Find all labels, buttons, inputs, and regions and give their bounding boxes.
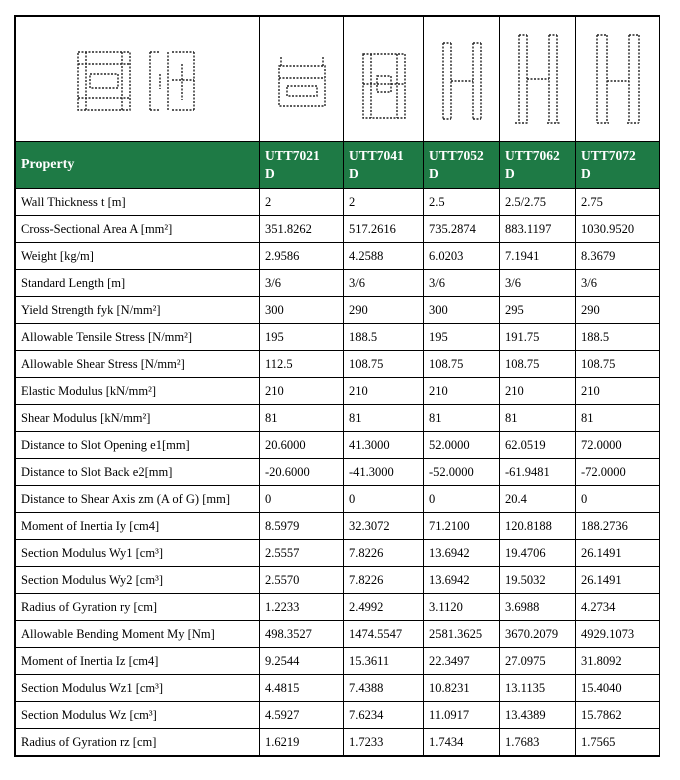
value-cell: 112.5 [260,351,344,378]
table-row [16,513,660,540]
value-cell: 195 [260,324,344,351]
profile-utt7052d-image [429,31,495,127]
profile-utt7062d-image [505,27,571,131]
value-cell: 0 [576,486,660,513]
value-cell: 735.2874 [424,216,500,243]
profile-sketch-5 [576,17,660,142]
table-row [16,648,660,675]
value-cell: 27.0975 [500,648,576,675]
value-cell: 6.0203 [424,243,500,270]
property-label: Standard Length [m] [16,270,260,297]
value-cell: 4.2734 [576,594,660,621]
property-label: Moment of Inertia Iy [cm4] [16,513,260,540]
value-cell: 210 [500,378,576,405]
table-row [16,594,660,621]
value-cell: 300 [260,297,344,324]
value-cell: -61.9481 [500,459,576,486]
profile-utt7072d-image [583,27,653,131]
property-label: Section Modulus Wy1 [cm³] [16,540,260,567]
value-cell: 3/6 [344,270,424,297]
value-cell: 62.0519 [500,432,576,459]
value-cell: 3/6 [424,270,500,297]
property-label: Radius of Gyration rz [cm] [16,729,260,756]
table-row [16,189,660,216]
value-cell: 0 [260,486,344,513]
value-cell: 72.0000 [576,432,660,459]
header-row [16,142,660,189]
value-cell: 210 [424,378,500,405]
value-cell: 7.4388 [344,675,424,702]
table-row [16,432,660,459]
value-cell: 9.2544 [260,648,344,675]
value-cell: 81 [260,405,344,432]
value-cell: 3670.2079 [500,621,576,648]
product-header-utt7072d: UTT7072 D [576,142,660,189]
table-row [16,243,660,270]
value-cell: 13.6942 [424,540,500,567]
value-cell: 883.1197 [500,216,576,243]
value-cell: 1.6219 [260,729,344,756]
value-cell: 188.5 [344,324,424,351]
value-cell: 2.5557 [260,540,344,567]
property-label: Elastic Modulus [kN/mm²] [16,378,260,405]
value-cell: 31.8092 [576,648,660,675]
property-header: Property [16,142,260,189]
product-header-utt7021d: UTT7021 D [260,142,344,189]
property-label: Distance to Shear Axis zm (A of G) [mm] [16,486,260,513]
value-cell: 2.5/2.75 [500,189,576,216]
value-cell: 81 [576,405,660,432]
table-row [16,216,660,243]
value-cell: 19.5032 [500,567,576,594]
property-label: Radius of Gyration ry [cm] [16,594,260,621]
profile-overview-image [68,34,208,124]
value-cell: 2.5 [424,189,500,216]
value-cell: 7.8226 [344,540,424,567]
property-label: Moment of Inertia Iz [cm4] [16,648,260,675]
value-cell: 1.7434 [424,729,500,756]
value-cell: 7.6234 [344,702,424,729]
value-cell: 1.7233 [344,729,424,756]
profile-utt7021d-image [267,34,337,124]
value-cell: 1474.5547 [344,621,424,648]
value-cell: 20.4 [500,486,576,513]
property-label: Cross-Sectional Area A [mm²] [16,216,260,243]
value-cell: 13.6942 [424,567,500,594]
value-cell: 81 [500,405,576,432]
spec-table-frame [14,15,660,757]
value-cell: 188.5 [576,324,660,351]
table-row [16,324,660,351]
value-cell: 11.0917 [424,702,500,729]
value-cell: 71.2100 [424,513,500,540]
value-cell: 8.5979 [260,513,344,540]
value-cell: 3.6988 [500,594,576,621]
value-cell: 15.7862 [576,702,660,729]
value-cell: 10.8231 [424,675,500,702]
value-cell: 4929.1073 [576,621,660,648]
profile-sketch-overview [16,17,260,142]
value-cell: 4.4815 [260,675,344,702]
value-cell: 108.75 [424,351,500,378]
value-cell: 13.4389 [500,702,576,729]
value-cell: 7.1941 [500,243,576,270]
table-row [16,486,660,513]
profile-sketch-3 [424,17,500,142]
property-label: Weight [kg/m] [16,243,260,270]
value-cell: 290 [576,297,660,324]
property-label: Allowable Tensile Stress [N/mm²] [16,324,260,351]
value-cell: 3.1120 [424,594,500,621]
value-cell: -72.0000 [576,459,660,486]
value-cell: 210 [260,378,344,405]
value-cell: 498.3527 [260,621,344,648]
value-cell: 2 [260,189,344,216]
value-cell: 15.3611 [344,648,424,675]
value-cell: 1030.9520 [576,216,660,243]
property-label: Allowable Bending Moment My [Nm] [16,621,260,648]
value-cell: 2581.3625 [424,621,500,648]
value-cell: 0 [424,486,500,513]
property-label: Yield Strength fyk [N/mm²] [16,297,260,324]
value-cell: 188.2736 [576,513,660,540]
value-cell: 108.75 [500,351,576,378]
value-cell: 2.4992 [344,594,424,621]
value-cell: 295 [500,297,576,324]
value-cell: 32.3072 [344,513,424,540]
value-cell: 195 [424,324,500,351]
table-row [16,729,660,756]
value-cell: 351.8262 [260,216,344,243]
value-cell: 15.4040 [576,675,660,702]
value-cell: 7.8226 [344,567,424,594]
value-cell: 108.75 [344,351,424,378]
spec-table [15,16,660,756]
value-cell: 1.7683 [500,729,576,756]
value-cell: 2 [344,189,424,216]
table-row [16,297,660,324]
value-cell: 1.7565 [576,729,660,756]
table-row [16,540,660,567]
profile-utt7041d-image [349,34,419,124]
product-header-utt7062d: UTT7062 D [500,142,576,189]
value-cell: 13.1135 [500,675,576,702]
property-label: Shear Modulus [kN/mm²] [16,405,260,432]
table-row [16,378,660,405]
value-cell: 26.1491 [576,567,660,594]
value-cell: 26.1491 [576,540,660,567]
table-row [16,351,660,378]
value-cell: 20.6000 [260,432,344,459]
value-cell: 3/6 [500,270,576,297]
property-label: Allowable Shear Stress [N/mm²] [16,351,260,378]
value-cell: 22.3497 [424,648,500,675]
product-header-utt7052d: UTT7052 D [424,142,500,189]
value-cell: 210 [344,378,424,405]
table-row [16,621,660,648]
profile-sketch-1 [260,17,344,142]
profile-images-row [16,17,660,142]
value-cell: 2.75 [576,189,660,216]
value-cell: 2.5570 [260,567,344,594]
table-row [16,459,660,486]
value-cell: -41.3000 [344,459,424,486]
value-cell: 4.5927 [260,702,344,729]
value-cell: 3/6 [260,270,344,297]
value-cell: -52.0000 [424,459,500,486]
value-cell: 191.75 [500,324,576,351]
value-cell: 41.3000 [344,432,424,459]
value-cell: 52.0000 [424,432,500,459]
property-label: Distance to Slot Opening e1[mm] [16,432,260,459]
table-row [16,702,660,729]
value-cell: 290 [344,297,424,324]
value-cell: 210 [576,378,660,405]
value-cell: 3/6 [576,270,660,297]
value-cell: 81 [424,405,500,432]
value-cell: 1.2233 [260,594,344,621]
property-label: Wall Thickness t [m] [16,189,260,216]
table-row [16,270,660,297]
property-label: Section Modulus Wz [cm³] [16,702,260,729]
profile-sketch-2 [344,17,424,142]
property-label: Section Modulus Wy2 [cm³] [16,567,260,594]
value-cell: 4.2588 [344,243,424,270]
value-cell: -20.6000 [260,459,344,486]
value-cell: 8.3679 [576,243,660,270]
profile-sketch-4 [500,17,576,142]
value-cell: 0 [344,486,424,513]
property-label: Section Modulus Wz1 [cm³] [16,675,260,702]
value-cell: 300 [424,297,500,324]
value-cell: 19.4706 [500,540,576,567]
value-cell: 108.75 [576,351,660,378]
table-row [16,675,660,702]
table-row [16,567,660,594]
value-cell: 517.2616 [344,216,424,243]
property-label: Distance to Slot Back e2[mm] [16,459,260,486]
value-cell: 120.8188 [500,513,576,540]
product-header-utt7041d: UTT7041 D [344,142,424,189]
value-cell: 2.9586 [260,243,344,270]
table-row [16,405,660,432]
value-cell: 81 [344,405,424,432]
